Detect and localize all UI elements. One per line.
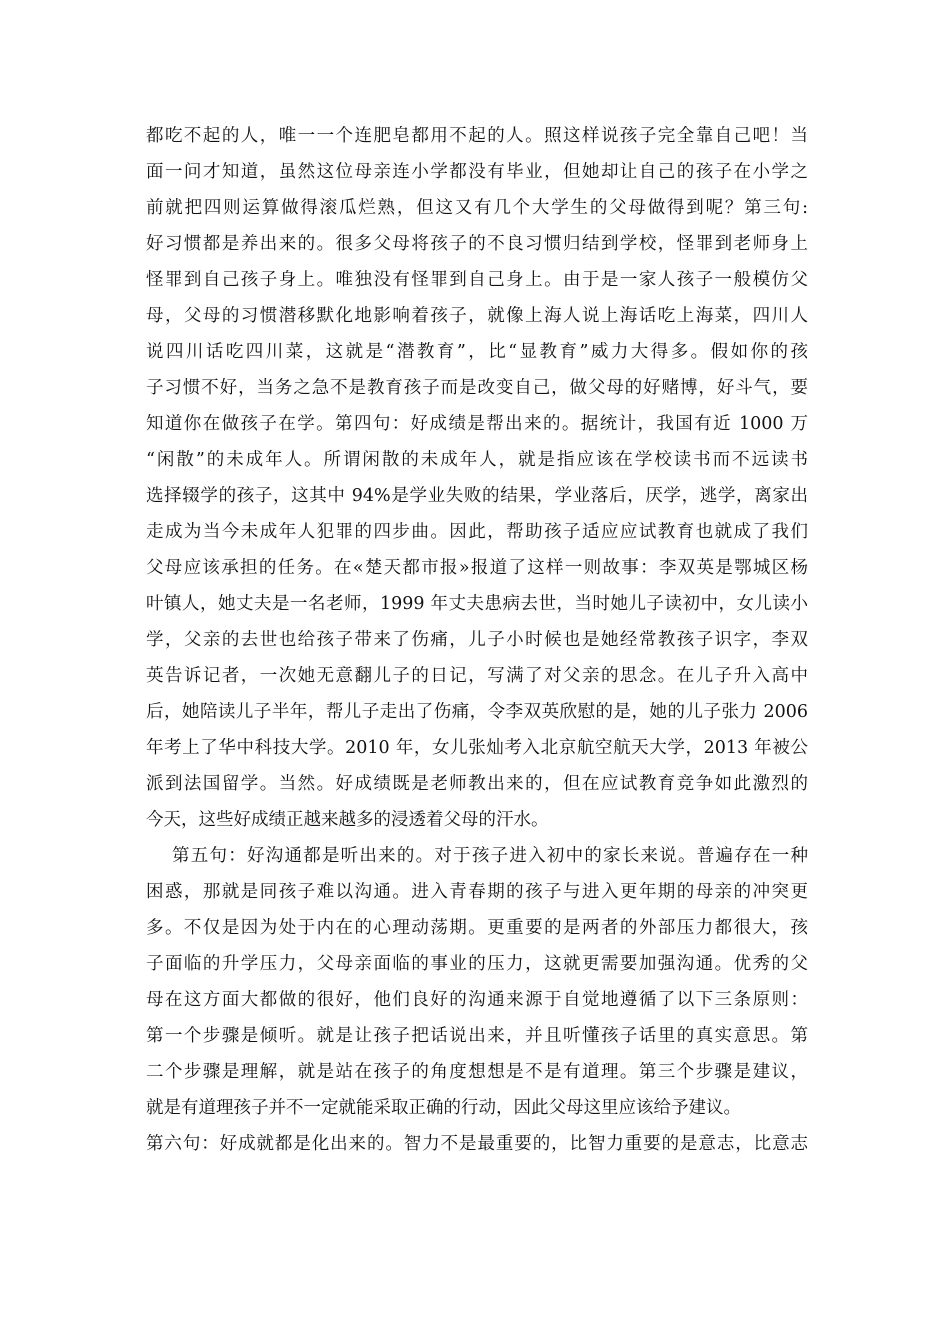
text-line: 叶镇人，她丈夫是一名老师，1999 年丈夫患病去世，当时她儿子读初中，女儿读小 — [146, 594, 808, 614]
text-line: 知道你在做孩子在学。第四句：好成绩是帮出来的。据统计，我国有近 1000 万 — [146, 414, 808, 434]
text-line: 子面临的升学压力，父母亲面临的事业的压力，这就更需要加强沟通。优秀的父 — [146, 954, 808, 974]
text-line: 多。不仅是因为处于内在的心理动荡期。更重要的是两者的外部压力都很大，孩 — [146, 918, 808, 938]
text-line: 怪罪到自己孩子身上。唯独没有怪罪到自己身上。由于是一家人孩子一般模仿父 — [146, 270, 808, 290]
paragraph-end-line: 今天，这些好成绩正越来越多的浸透着父母的汗水。 — [146, 810, 549, 830]
text-line: 母在这方面大都做的很好，他们良好的沟通来源于自觉地遵循了以下三条原则： — [146, 990, 808, 1010]
text-line: 前就把四则运算做得滚瓜烂熟，但这又有几个大学生的父母做得到呢？第三句: — [146, 198, 808, 218]
text-line: 说四川话吃四川菜，这就是“潜教育”，比“显教育”威力大得多。假如你的孩 — [146, 342, 808, 362]
text-line: 派到法国留学。当然。好成绩既是老师教出来的，但在应试教育竞争如此激烈的 — [146, 774, 808, 794]
body-text — [146, 118, 808, 1162]
text-line: 父母应该承担的任务。在«楚天都市报»报道了这样一则故事：李双英是鄂城区杨 — [146, 558, 808, 578]
text-line: 选择辍学的孩子，这其中 94%是学业失败的结果，学业落后，厌学，逃学，离家出 — [146, 486, 808, 506]
text-line: 英告诉记者，一次她无意翻儿子的日记，写满了对父亲的思念。在儿子升入高中 — [146, 666, 808, 686]
text-line: 二个步骤是理解，就是站在孩子的角度想想是不是有道理。第三个步骤是建议， — [146, 1062, 808, 1082]
text-line: 子习惯不好，当务之急不是教育孩子而是改变自己，做父母的好赌博，好斗气，要 — [146, 378, 808, 398]
text-line: 都吃不起的人，唯一一个连肥皂都用不起的人。照这样说孩子完全靠自己吧！当 — [146, 126, 808, 146]
text-line: “闲散”的未成年人。所谓闲散的未成年人，就是指应该在学校读书而不远读书 — [146, 450, 808, 470]
paragraph-end-line: 就是有道理孩子并不一定就能采取正确的行动，因此父母这里应该给予建议。 — [146, 1098, 741, 1118]
text-line: 后，她陪读儿子半年，帮儿子走出了伤痛，令李双英欣慰的是，她的儿子张力 2006 — [146, 702, 808, 722]
text-line: 年考上了华中科技大学。2010 年，女儿张灿考入北京航空航天大学，2013 年被公 — [146, 738, 808, 758]
text-line: 学，父亲的去世也给孩子带来了伤痛，儿子小时候也是她经常教孩子识字，李双 — [146, 630, 808, 650]
text-line: 第六句：好成就都是化出来的。智力不是最重要的，比智力重要的是意志，比意志 — [146, 1134, 808, 1154]
text-line: 面一问才知道，虽然这位母亲连小学都没有毕业，但她却让自己的孩子在小学之 — [146, 162, 808, 182]
paragraph-first-line: 第五句：好沟通都是听出来的。对于孩子进入初中的家长来说。普遍存在一种 — [172, 846, 808, 866]
text-line: 第一个步骤是倾听。就是让孩子把话说出来，并且听懂孩子话里的真实意思。第 — [146, 1026, 808, 1046]
text-line: 困惑，那就是同孩子难以沟通。进入青春期的孩子与进入更年期的母亲的冲突更 — [146, 882, 808, 902]
text-line: 好习惯都是养出来的。很多父母将孩子的不良习惯归结到学校，怪罪到老师身上 — [146, 234, 808, 254]
text-line: 走成为当今未成年人犯罪的四步曲。因此，帮助孩子适应应试教育也就成了我们 — [146, 522, 808, 542]
text-line: 母，父母的习惯潜移默化地影响着孩子，就像上海人说上海话吃上海菜，四川人 — [146, 306, 808, 326]
